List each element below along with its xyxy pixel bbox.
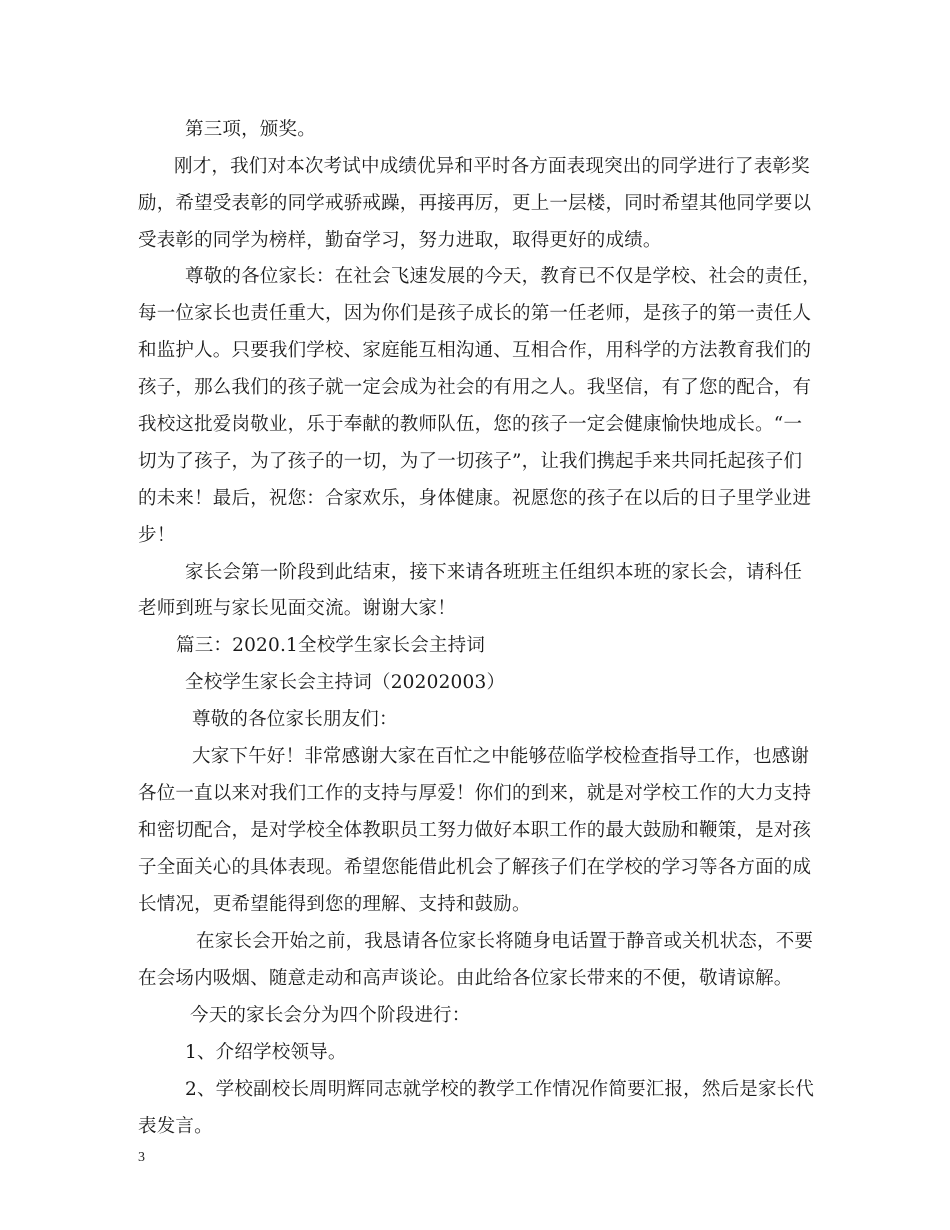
section-heading: 篇三：2020.1全校学生家长会主持词: [176, 635, 486, 656]
text-line: 在家长会开始之前，我恳请各位家长将随身电话置于静音或关机状态，不要: [196, 931, 814, 952]
text-line: 第三项，颁奖。: [185, 119, 316, 140]
text-line: 孩子，那么我们的孩子就一定会成为社会的有用之人。我坚信，有了您的配合，有: [138, 377, 812, 398]
salutation: 尊敬的各位家长朋友们：: [192, 709, 398, 730]
text-line: 我校这批爱岗敬业，乐于奉献的教师队伍，您的孩子一定会健康愉快地成长。“一: [138, 414, 803, 435]
text-line: 和监护人。只要我们学校、家庭能互相沟通、互相合作，用科学的方法教育我们的: [138, 340, 812, 361]
text-line: 各位一直以来对我们工作的支持与厚爱！你们的到来，就是对学校工作的大力支持: [138, 783, 812, 804]
list-item: 1、介绍学校领导。: [185, 1042, 347, 1063]
text-line: 每一位家长也责任重大，因为你们是孩子成长的第一任老师，是孩子的第一责任人: [138, 303, 812, 324]
text-line: 老师到班与家长见面交流。谢谢大家！: [138, 598, 456, 619]
text-line: 受表彰的同学为榜样，勤奋学习，努力进取，取得更好的成绩。: [138, 230, 662, 251]
subtitle: 全校学生家长会主持词（20202003）: [185, 672, 506, 693]
text-line: 表发言。: [138, 1116, 213, 1137]
text-line: 今天的家长会分为四个阶段进行：: [190, 1005, 471, 1026]
list-item: 2、学校副校长周明辉同志就学校的教学工作情况作简要汇报，然后是家长代: [185, 1079, 815, 1100]
text-line: 家长会第一阶段到此结束，接下来请各班班主任组织本班的家长会，请科任: [185, 562, 803, 583]
text-line: 励，希望受表彰的同学戒骄戒躁，再接再厉，更上一层楼，同时希望其他同学要以: [138, 193, 812, 214]
text-line: 在会场内吸烟、随意走动和高声谈论。由此给各位家长带来的不便，敬请谅解。: [138, 968, 793, 989]
text-line: 的未来！最后，祝您：合家欢乐，身体健康。祝愿您的孩子在以后的日子里学业进: [138, 488, 812, 509]
text-line: 步！: [138, 525, 176, 546]
text-line: 大家下午好！非常感谢大家在百忙之中能够莅临学校检查指导工作，也感谢: [192, 746, 810, 767]
text-line: 子全面关心的具体表现。希望您能借此机会了解孩子们在学校的学习等各方面的成: [138, 857, 812, 878]
text-line: 长情况，更希望能得到您的理解、支持和鼓励。: [138, 894, 531, 915]
text-line: 尊敬的各位家长：在社会飞速发展的今天，教育已不仅是学校、社会的责任，: [185, 266, 821, 287]
text-line: 切为了孩子，为了孩子的一切，为了一切孩子”，让我们携起手来共同托起孩子们: [138, 451, 803, 472]
page-number: 3: [138, 1150, 145, 1165]
text-line: 刚才，我们对本次考试中成绩优异和平时各方面表现突出的同学进行了表彰奖: [174, 156, 810, 177]
text-line: 和密切配合，是对学校全体教职员工努力做好本职工作的最大鼓励和鞭策，是对孩: [138, 820, 812, 841]
